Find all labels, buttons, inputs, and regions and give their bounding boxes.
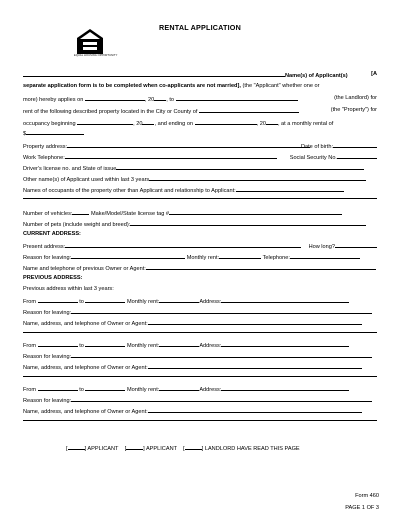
dollar-sign: $ (23, 131, 27, 137)
applies-on-label: more) hereby applies on (23, 97, 84, 103)
initials-row (66, 444, 366, 452)
property-label: (the "Property") for (330, 107, 377, 113)
reason-3-row (23, 396, 377, 404)
occupants-field[interactable] (236, 186, 344, 192)
occupancy-beginning-label: occupancy beginning (23, 121, 76, 127)
occupants-label: Names of occupants of the property other than Applicant and relationship to Applicant: (23, 188, 236, 194)
from-date-3-field[interactable] (38, 385, 78, 391)
owner-2-row (23, 363, 377, 371)
property-address-field[interactable] (67, 142, 310, 148)
work-telephone-label: Work Telephone: (23, 155, 65, 161)
previous-address-3-row (23, 385, 377, 393)
end-year-field[interactable] (266, 119, 278, 125)
vehicles-row (23, 209, 377, 217)
current-address-heading: CURRENT ADDRESS: (23, 231, 81, 237)
current-reason-row (23, 253, 377, 261)
intro-line-4 (23, 107, 377, 115)
work-telephone-row (23, 153, 377, 161)
bracket-open: [ (183, 446, 185, 452)
reason-3-label: Reason for leaving: (23, 398, 72, 404)
bracket-open: [ (124, 446, 127, 452)
reason-1-row (23, 308, 377, 316)
reason-2-row (23, 352, 377, 360)
from-date-1-field[interactable] (38, 297, 78, 303)
address-3-field[interactable] (221, 385, 349, 391)
previous-address-2-row (23, 341, 377, 349)
landlord-read-label: LANDLORD HAVE READ THIS PAGE (204, 446, 300, 452)
present-address-label: Present address: (23, 244, 66, 250)
pets-field[interactable] (130, 220, 366, 226)
current-telephone-field[interactable] (290, 253, 360, 259)
monthly-rent-1-field[interactable] (159, 297, 199, 303)
present-address-field[interactable] (65, 242, 301, 248)
owner-3-row (23, 407, 377, 415)
begin-date-field[interactable] (77, 119, 133, 125)
monthly-rent-3-field[interactable] (159, 385, 199, 391)
owner-1-field[interactable] (148, 319, 362, 325)
form-number: Form 460 (355, 493, 379, 499)
applicant-2-label: APPLICANT (145, 446, 177, 452)
intro-line-1 (23, 71, 377, 79)
monthly-rent-2-label: Monthly rent: (126, 343, 160, 349)
vehicles-label: Number of vehicles: (23, 211, 73, 217)
owner-1-row (23, 319, 377, 327)
property-address-label: Property address: (23, 144, 68, 150)
work-telephone-field[interactable] (65, 153, 277, 159)
monthly-rental-label: , at a monthly rental of (277, 121, 334, 127)
ending-on-label: , and ending on (154, 121, 194, 127)
to-date-1-field[interactable] (85, 297, 125, 303)
landlord-label: (the Landlord) for (334, 95, 377, 101)
monthly-rent-3-label: Monthly rent: (126, 387, 160, 393)
owner-3-label: Name, address, and telephone of Owner or Agent: (23, 409, 148, 415)
other-names-label: Other name(s) of Applicant used within last 3 years (23, 177, 150, 183)
drivers-license-field[interactable] (116, 164, 364, 170)
address-3-label: Address: (199, 387, 222, 393)
applicant-definition: (the "Applicant" whether one or (240, 83, 320, 89)
applicant-1-label: APPLICANT (87, 446, 119, 452)
previous-owner-row (23, 264, 377, 272)
how-long-field[interactable] (335, 242, 377, 248)
bracket-open: [A (371, 71, 377, 77)
other-names-field[interactable] (149, 175, 366, 181)
current-reason-label: Reason for leaving: (23, 255, 72, 261)
previous-address-1-row (23, 297, 377, 305)
intro-line-5 (23, 119, 377, 127)
monthly-rent-1-label: Monthly rent: (126, 299, 160, 305)
monthly-rent-2-field[interactable] (159, 341, 199, 347)
ssn-field[interactable] (337, 153, 377, 159)
ssn-label: Social Security No. (289, 155, 337, 161)
intro-line-6 (23, 129, 377, 137)
end-date-field[interactable] (195, 119, 257, 125)
bracket-close: ] (143, 446, 145, 452)
to-label: to (79, 299, 84, 305)
year-prefix: , 20 (144, 97, 155, 103)
separate-form-note: separate application form is to be completed when co-applicants are not married], (23, 83, 241, 89)
landlord-initials-field[interactable] (185, 444, 202, 450)
reason-3-field[interactable] (71, 396, 372, 402)
owner-2-extra-line[interactable] (23, 376, 377, 377)
logo-caption: EQUAL HOUSING OPPORTUNITY (74, 54, 118, 57)
occupants-extra-line-1[interactable] (23, 198, 377, 199)
city-county-label: rent of the following described property located in the City or County of (23, 109, 198, 115)
owner-3-field[interactable] (148, 407, 362, 413)
reason-2-field[interactable] (71, 352, 372, 358)
applicant-2-initials-field[interactable] (126, 444, 143, 450)
previous-owner-label: Name and telephone of previous Owner or Agent: (23, 266, 146, 272)
to-date-2-field[interactable] (85, 341, 125, 347)
reason-2-label: Reason for leaving: (23, 354, 72, 360)
reason-1-field[interactable] (71, 308, 372, 314)
begin-year-field[interactable] (142, 119, 154, 125)
from-date-2-field[interactable] (38, 341, 78, 347)
apply-year-field[interactable] (154, 95, 166, 101)
intro-line-2 (23, 83, 377, 89)
applicant-names-field[interactable] (23, 71, 285, 77)
owner-2-label: Name, address, and telephone of Owner or Agent: (23, 365, 148, 371)
vehicles-count-field[interactable] (72, 209, 89, 215)
owner-2-field[interactable] (148, 363, 362, 369)
previous-address-intro: Previous address within last 3 years: (23, 286, 114, 292)
applicant-1-initials-field[interactable] (68, 444, 85, 450)
make-model-field[interactable] (169, 209, 342, 215)
date-of-birth-label: Date of birth: (300, 144, 333, 150)
city-county-field[interactable] (199, 107, 299, 113)
current-reason-field[interactable] (71, 253, 185, 259)
to-date-3-field[interactable] (85, 385, 125, 391)
how-long-label: How long? (308, 244, 335, 250)
apply-date-field[interactable] (85, 95, 145, 101)
current-monthly-rent-label: Monthly rent: (186, 255, 220, 261)
bracket-close: ] (84, 446, 87, 452)
pets-row (23, 220, 377, 228)
date-of-birth-field[interactable] (333, 142, 377, 148)
owner-1-extra-line[interactable] (23, 332, 377, 333)
pets-label: Number of pets (include weight and breed): (23, 222, 131, 228)
address-2-field[interactable] (221, 341, 349, 347)
drivers-license-row (23, 164, 377, 172)
present-address-row (23, 242, 377, 250)
property-address-row (23, 142, 377, 150)
year-prefix-end: , 20 (256, 121, 266, 127)
previous-owner-field[interactable] (146, 264, 376, 270)
address-2-label: Address: (199, 343, 222, 349)
year-prefix-begin: , 20 (133, 121, 143, 127)
current-monthly-rent-field[interactable] (219, 253, 261, 259)
to-label: , to (166, 97, 175, 103)
drivers-license-label: Driver's license no. and State of issue (23, 166, 117, 172)
to-label: to (79, 387, 84, 393)
other-names-row (23, 175, 377, 183)
monthly-rental-field[interactable] (26, 129, 84, 135)
from-label: From (23, 299, 37, 305)
owner-3-extra-line[interactable] (23, 420, 377, 421)
occupants-row (23, 186, 377, 194)
make-model-label: Make/Model/State license tag # (91, 211, 170, 217)
current-telephone-label: Telephone: (262, 255, 290, 261)
bracket-close: ] (201, 446, 204, 452)
address-1-field[interactable] (221, 297, 349, 303)
from-label: From (23, 343, 37, 349)
bracket-open: [ (66, 446, 68, 452)
from-label: From (23, 387, 37, 393)
landlord-name-field[interactable] (176, 95, 298, 101)
address-1-label: Address: (199, 299, 222, 305)
intro-line-3 (23, 95, 377, 103)
page-number: PAGE 1 OF 3 (345, 505, 379, 511)
reason-1-label: Reason for leaving: (23, 310, 72, 316)
to-label: to (79, 343, 84, 349)
previous-address-heading: PREVIOUS ADDRESS: (23, 275, 83, 281)
applicant-names-label: Name(s) of Applicant(s) (285, 73, 348, 79)
form-title: RENTAL APPLICATION (159, 23, 241, 32)
owner-1-label: Name, address, and telephone of Owner or Agent: (23, 321, 148, 327)
